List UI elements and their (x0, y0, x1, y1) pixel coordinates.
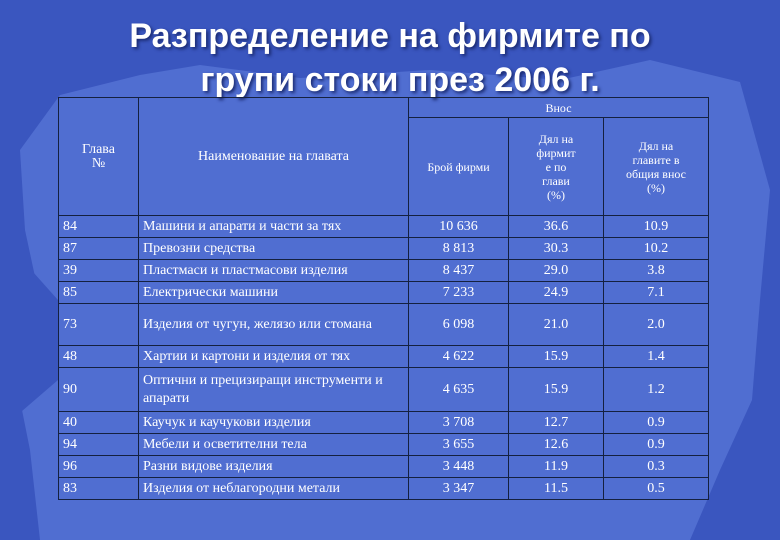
table-row (59, 412, 709, 434)
cell-firms: 3 708 (409, 412, 509, 434)
cell-name: Изделия от чугун, желязо или стомана (139, 304, 409, 346)
cell-firms: 4 622 (409, 346, 509, 368)
cell-firms: 3 448 (409, 456, 509, 478)
header-name: Наименование на главата (139, 98, 409, 216)
title-line-1: Разпределение на фирмите по (129, 17, 651, 55)
cell-share-import: 7.1 (604, 282, 709, 304)
cell-name: Електрически машини (139, 282, 409, 304)
cell-share-firms: 12.6 (509, 434, 604, 456)
cell-chapter: 48 (59, 346, 139, 368)
cell-share-firms: 15.9 (509, 346, 604, 368)
cell-firms: 6 098 (409, 304, 509, 346)
cell-share-firms: 29.0 (509, 260, 604, 282)
cell-name: Хартии и картони и изделия от тях (139, 346, 409, 368)
header-chapter: Глава № (59, 98, 139, 216)
cell-name: Разни видове изделия (139, 456, 409, 478)
table-row (59, 304, 709, 346)
table-row (59, 238, 709, 260)
cell-share-import: 0.9 (604, 412, 709, 434)
cell-name: Пластмаси и пластмасови изделия (139, 260, 409, 282)
cell-chapter: 84 (59, 216, 139, 238)
cell-share-firms: 12.7 (509, 412, 604, 434)
cell-chapter: 39 (59, 260, 139, 282)
cell-share-firms: 11.9 (509, 456, 604, 478)
cell-firms: 10 636 (409, 216, 509, 238)
table-row (59, 346, 709, 368)
cell-firms: 3 655 (409, 434, 509, 456)
cell-firms: 4 635 (409, 368, 509, 412)
title-line-2: групи стоки през 2006 г. (200, 61, 600, 99)
cell-chapter: 73 (59, 304, 139, 346)
table-row (59, 282, 709, 304)
cell-share-import: 1.4 (604, 346, 709, 368)
cell-firms: 8 437 (409, 260, 509, 282)
cell-share-firms: 11.5 (509, 478, 604, 500)
table-row (59, 434, 709, 456)
cell-name: Каучук и каучукови изделия (139, 412, 409, 434)
cell-chapter: 96 (59, 456, 139, 478)
cell-share-firms: 21.0 (509, 304, 604, 346)
cell-name: Машини и апарати и части за тях (139, 216, 409, 238)
header-share-import: Дял на главите в общия внос (%) (604, 118, 709, 216)
cell-name: Превозни средства (139, 238, 409, 260)
header-firms: Брой фирми (409, 118, 509, 216)
cell-firms: 3 347 (409, 478, 509, 500)
cell-share-import: 2.0 (604, 304, 709, 346)
cell-share-import: 0.5 (604, 478, 709, 500)
cell-share-import: 0.9 (604, 434, 709, 456)
cell-share-import: 10.9 (604, 216, 709, 238)
header-share-firms: Дял на фирмит е по глави (%) (509, 118, 604, 216)
import-firms-table (58, 97, 709, 500)
table-row (59, 456, 709, 478)
cell-chapter: 83 (59, 478, 139, 500)
cell-name: Изделия от неблагородни метали (139, 478, 409, 500)
table-row (59, 478, 709, 500)
cell-chapter: 94 (59, 434, 139, 456)
table-row (59, 260, 709, 282)
cell-firms: 8 813 (409, 238, 509, 260)
table-row (59, 368, 709, 412)
header-import-group: Внос (409, 98, 709, 118)
cell-chapter: 85 (59, 282, 139, 304)
cell-share-import: 3.8 (604, 260, 709, 282)
cell-share-firms: 36.6 (509, 216, 604, 238)
cell-share-firms: 24.9 (509, 282, 604, 304)
cell-share-firms: 30.3 (509, 238, 604, 260)
cell-share-import: 1.2 (604, 368, 709, 412)
cell-chapter: 40 (59, 412, 139, 434)
cell-name: Мебели и осветителни тела (139, 434, 409, 456)
cell-share-import: 0.3 (604, 456, 709, 478)
cell-name: Оптични и прецизиращи инструменти и апарати (139, 368, 409, 412)
cell-chapter: 87 (59, 238, 139, 260)
cell-share-import: 10.2 (604, 238, 709, 260)
page-title (0, 14, 780, 102)
cell-firms: 7 233 (409, 282, 509, 304)
table-row (59, 216, 709, 238)
cell-share-firms: 15.9 (509, 368, 604, 412)
cell-chapter: 90 (59, 368, 139, 412)
